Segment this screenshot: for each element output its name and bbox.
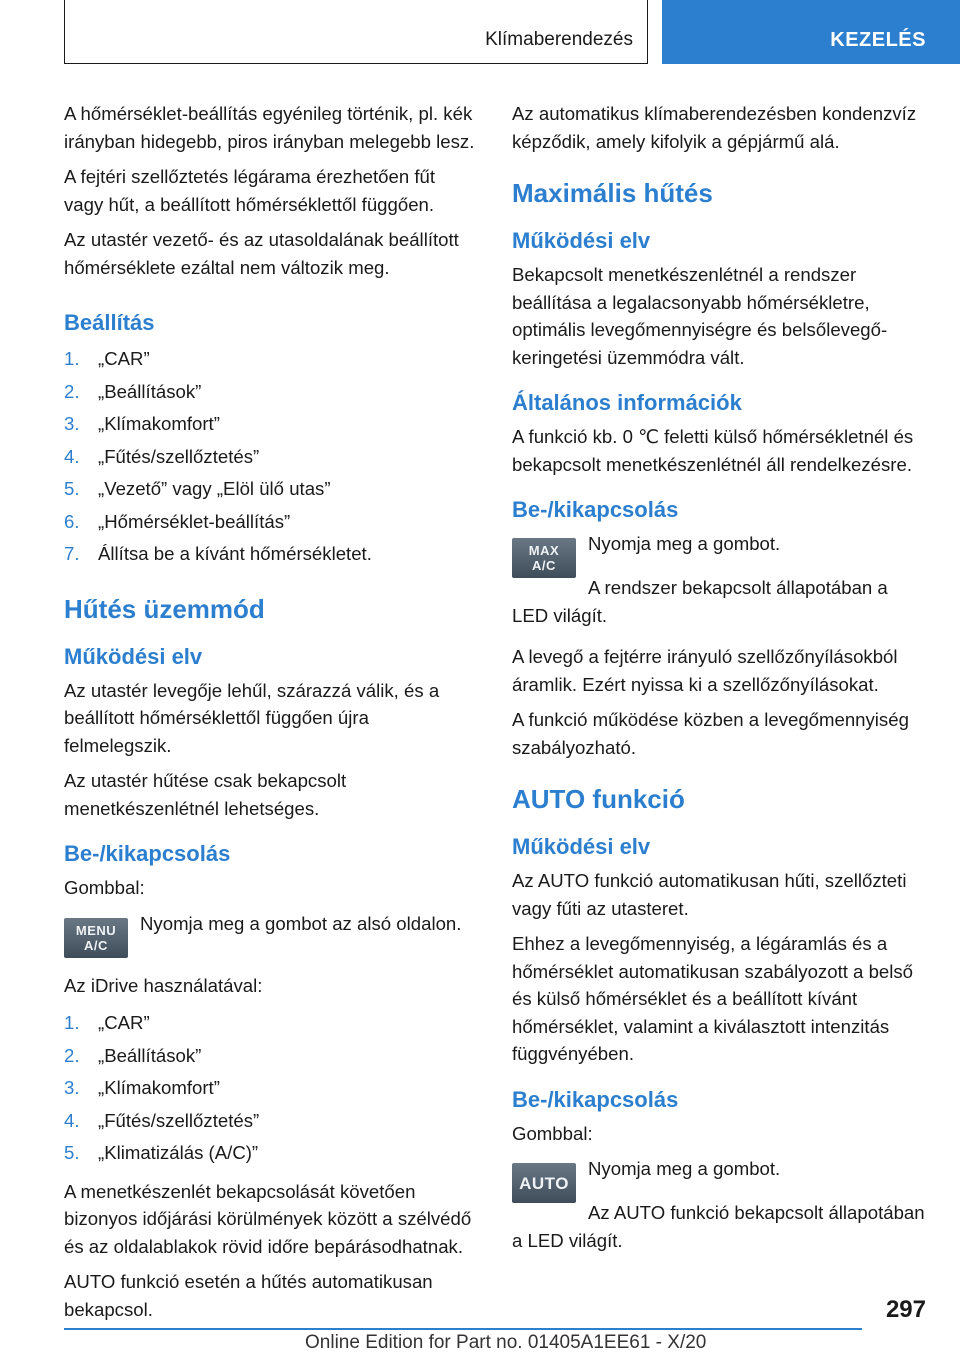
list-item (64, 1072, 478, 1105)
auto-button-icon (512, 1163, 576, 1203)
max-ac-row (512, 530, 926, 578)
list-item (64, 343, 478, 376)
auto-onoff-heading: Be-/kikapcsolás (512, 1086, 679, 1112)
step-number: 4. (64, 1109, 80, 1131)
step-text: „CAR” (98, 1012, 150, 1033)
list-item (64, 1137, 478, 1170)
principle-paragraph: Az utastér hűtése csak bekapcsolt menetkészenlétnél lehetséges. (64, 770, 347, 819)
button-instruction: Nyomja meg a gombot. (588, 1158, 781, 1179)
step-number: 2. (64, 1044, 80, 1066)
footer-edition: Online Edition for Part no. 01405A1EE61 - X/20 (305, 1332, 707, 1353)
setting-heading: Beállítás (64, 310, 155, 335)
intro-paragraph: Az utastér vezető- és az utasoldalának beállított hőmérséklete ezáltal nem változik meg. (64, 229, 459, 278)
led-paragraph: A rendszer bekapcsolt állapotában a LED világít. (512, 577, 888, 626)
step-text: „Fűtés/szellőztetés” (98, 445, 260, 467)
step-text: „Fűtés/szellőztetés” (98, 1109, 260, 1131)
step-number: 5. (64, 1142, 80, 1163)
button-icon-line: AUTO (519, 1173, 569, 1193)
max-onoff-heading: Be-/kikapcsolás (512, 497, 679, 522)
menu-ac-row (64, 910, 478, 958)
step-text: „Hőmérséklet-beállítás” (98, 510, 291, 532)
button-icon-line: A/C (84, 937, 108, 953)
list-item (64, 1105, 478, 1138)
step-number: 4. (64, 445, 80, 467)
list-item (64, 1007, 478, 1040)
general-info-paragraph: A funkció kb. 0 ℃ feletti külső hőmérsékletnél és bekapcsolt menetkészenlétnél áll rendelkezésre. (512, 426, 914, 475)
max-cooling-heading: Maximális hűtés (512, 178, 713, 208)
auto-principle-paragraph: Ehhez a levegőmennyiség, a légáramlás és a hőmérséklet automatikusan szabályozott a belső és külső hőmérséklet és a beállított kívánt hőmérséklet, valamint a kiválasztott intenzitás függvényében. (512, 933, 914, 1064)
left-column (64, 100, 478, 1331)
step-number: 1. (64, 348, 80, 369)
max-ac-button-icon (512, 538, 576, 578)
idrive-intro: Az iDrive használatával: (64, 974, 263, 996)
list-item (64, 441, 478, 474)
button-intro: Gombbal: (512, 1122, 593, 1144)
max-after-paragraph: A funkció működése közben a levegőmennyiség szabályozható. (512, 709, 909, 758)
step-text: „Klimatizálás (A/C)” (98, 1142, 259, 1163)
section-header (662, 0, 960, 64)
button-intro: Gombbal: (64, 877, 145, 898)
led-paragraph: Az AUTO funkció bekapcsolt állapotában a LED világít. (512, 1202, 925, 1251)
step-text: „CAR” (98, 348, 150, 369)
step-number: 7. (64, 543, 80, 564)
list-item (64, 376, 478, 409)
list-item (64, 408, 478, 441)
max-principle-heading: Működési elv (512, 228, 651, 253)
principle-paragraph: Az utastér levegője lehűl, szárazzá válik, és a beállított hőmérséklettől függően újra felmelegszik. (64, 679, 440, 756)
right-column (512, 100, 926, 1262)
section-title: KEZELÉS (830, 29, 926, 51)
list-item (64, 506, 478, 539)
setting-steps (64, 343, 478, 571)
button-icon-line: A/C (532, 558, 556, 573)
auto-heading: AUTO funkció (512, 784, 685, 814)
button-icon-line: MENU (75, 922, 117, 938)
step-text: „Beállítások” (98, 1044, 202, 1066)
principle-heading: Működési elv (64, 643, 203, 669)
list-item (64, 473, 478, 506)
auto-principle-paragraph: Az AUTO funkció automatikusan hűti, szellőzteti vagy fűti az utasteret. (512, 870, 907, 919)
chapter-title: Klímaberendezés (485, 29, 633, 50)
max-principle-paragraph: Bekapcsolt menetkészenlétnél a rendszer beállítása a legalacsonyabb hőmérsékletre, optimális levegőmennyiségre és belsőlevegő-keringetési üzemmódra vált. (512, 264, 888, 368)
step-text: Állítsa be a kívánt hőmérsékletet. (98, 543, 372, 564)
list-item (64, 1040, 478, 1073)
button-instruction: Nyomja meg a gombot. (588, 533, 781, 554)
step-text: „Klímakomfort” (98, 1077, 220, 1098)
step-number: 5. (64, 478, 80, 499)
intro-paragraph: Az automatikus klímaberendezésben kondenzvíz képződik, amely kifolyik a gépjármű alá. (512, 103, 917, 152)
max-after-paragraph: A levegő a fejtérre irányuló szellőzőnyílásokból áramlik. Ezért nyissa ki a szellőzőnyílásokat. (512, 646, 898, 695)
step-number: 2. (64, 380, 80, 402)
auto-row (512, 1155, 926, 1203)
list-item (64, 538, 478, 571)
menu-ac-button-icon (64, 918, 128, 958)
onoff-heading: Be-/kikapcsolás (64, 841, 231, 866)
cooling-heading: Hűtés üzemmód (64, 593, 265, 624)
step-number: 3. (64, 413, 80, 434)
idrive-steps (64, 1007, 478, 1170)
auto-principle-heading: Működési elv (512, 834, 651, 859)
chapter-header (64, 0, 648, 64)
footer-divider (64, 1328, 862, 1330)
intro-paragraph: A fejtéri szellőztetés légárama érezhetően fűt vagy hűt, a beállított hőmérséklettől függően. (64, 166, 436, 215)
step-number: 1. (64, 1012, 80, 1033)
step-number: 6. (64, 510, 80, 532)
step-text: „Vezető” vagy „Elöl ülő utas” (98, 478, 331, 499)
button-icon-line: MAX (528, 543, 560, 558)
outro-paragraph: AUTO funkció esetén a hűtés automatikusan bekapcsol. (64, 1271, 433, 1320)
outro-paragraph: A menetkészenlét bekapcsolását követően bizonyos időjárási körülmények között a szélvédő és az oldalablakok rövid időre bepárásodhatnak. (64, 1180, 472, 1257)
button-instruction: Nyomja meg a gombot az alsó oldalon. (140, 912, 462, 934)
step-text: „Klímakomfort” (98, 413, 220, 434)
step-text: „Beállítások” (98, 380, 202, 402)
intro-paragraph: A hőmérséklet-beállítás egyénileg történik, pl. kék irányban hidegebb, piros irányban melegebb lesz. (64, 103, 475, 152)
general-info-heading: Általános információk (512, 390, 742, 415)
step-number: 3. (64, 1077, 80, 1098)
page-number: 297 (885, 1296, 926, 1323)
